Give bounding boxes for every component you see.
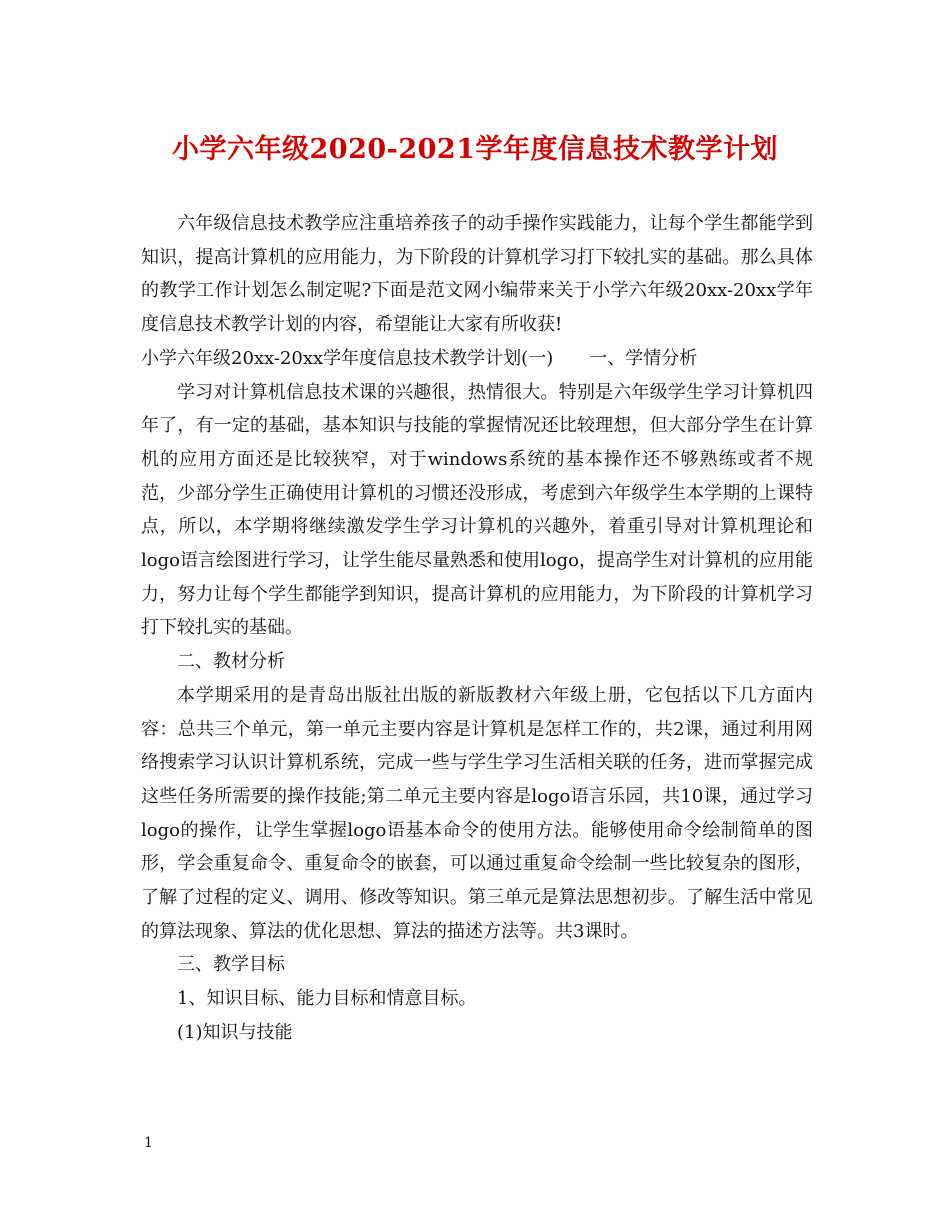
subheading-line [141, 342, 813, 376]
subheading: 小学六年级20xx-20xx学年度信息技术教学计划(一) [141, 347, 554, 369]
document-title: 小学六年级2020-2021学年度信息技术教学计划 [172, 134, 778, 165]
intro-paragraph: 六年级信息技术教学应注重培养孩子的动手操作实践能力，让每个学生都能学到知识，提高计算机的应用能力，为下阶段的计算机学习打下较扎实的基础。那么具体的教学工作计划怎么制定呢?下面是范文网小编带来关于小学六年级20xx-20xx学年度信息技术教学计划的内容，希望能让大家有所收获! [141, 213, 813, 336]
section2-title: 二、教材分析 [177, 651, 285, 673]
page-number: 1 [144, 1135, 153, 1151]
section3-title: 三、教学目标 [177, 954, 285, 976]
list-item: 1、知识目标、能力目标和情意目标。 [177, 988, 477, 1010]
document-body [141, 207, 813, 1050]
list-subitem: (1)知识与技能 [177, 1021, 293, 1043]
section2-paragraph: 本学期采用的是青岛出版社出版的新版教材六年级上册，它包括以下几方面内容：总共三个单元，第一单元主要内容是计算机是怎样工作的，共2课，通过利用网络搜索学习认识计算机系统，完成一些与学生学习生活相关联的任务，进而掌握完成这些任务所需要的操作技能;第二单元主要内容是logo语言乐园，共10课，通过学习logo的操作，让学生掌握logo语基本命令的使用方法。能够使用命令绘制简单的图形，学会重复命令、重复命令的嵌套，可以通过重复命令绘制一些比较复杂的图形，了解了过程的定义、调用、修改等知识。第三单元是算法思想初步。了解生活中常见的算法现象、算法的优化思想、算法的描述方法等。共3课时。 [141, 684, 813, 942]
section1-title: 一、学情分析 [589, 347, 698, 369]
section1-paragraph: 学习对计算机信息技术课的兴趣很，热情很大。特别是六年级学生学习计算机四年了，有一定的基础，基本知识与技能的掌握情况还比较理想，但大部分学生在计算机的应用方面还是比较狭窄，对于windows系统的基本操作还不够熟练或者不规范，少部分学生正确使用计算机的习惯还没形成，考虑到六年级学生本学期的上课特点，所以，本学期将继续激发学生学习计算机的兴趣外，着重引导对计算机理论和logo语言绘图进行学习，让学生能尽量熟悉和使用logo，提高学生对计算机的应用能力，努力让每个学生都能学到知识，提高计算机的应用能力，为下阶段的计算机学习打下较扎实的基础。 [141, 381, 813, 639]
